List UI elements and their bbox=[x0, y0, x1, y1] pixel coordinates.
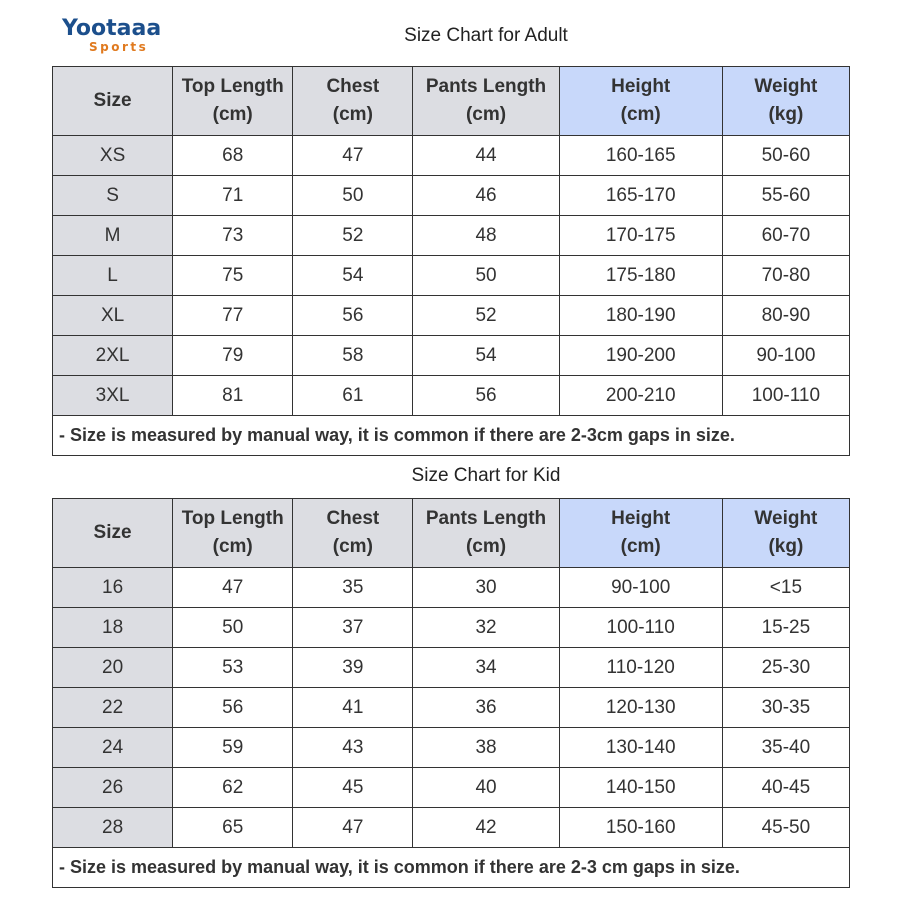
table-cell: 100-110 bbox=[722, 376, 849, 416]
table-cell: 59 bbox=[173, 728, 293, 768]
table-cell: 90-100 bbox=[559, 568, 722, 608]
table-cell: 47 bbox=[293, 808, 413, 848]
brand-name: Yootaaa bbox=[62, 16, 162, 41]
size-cell: 20 bbox=[53, 648, 173, 688]
table-cell: 200-210 bbox=[559, 376, 722, 416]
kid-chart-title: Size Chart for Kid bbox=[411, 465, 561, 486]
header-chest: Chest (cm) bbox=[293, 499, 413, 568]
size-cell: 3XL bbox=[53, 376, 173, 416]
table-cell: 50 bbox=[413, 256, 559, 296]
table-row bbox=[53, 376, 850, 416]
table-cell: 110-120 bbox=[559, 648, 722, 688]
header-chest: Chest (cm) bbox=[293, 67, 413, 136]
table-cell: 54 bbox=[293, 256, 413, 296]
header-pants-length: Pants Length (cm) bbox=[413, 67, 559, 136]
table-cell: 35 bbox=[293, 568, 413, 608]
table-cell: 140-150 bbox=[559, 768, 722, 808]
size-cell: XL bbox=[53, 296, 173, 336]
table-row bbox=[53, 728, 850, 768]
table-row bbox=[53, 608, 850, 648]
table-cell: 90-100 bbox=[722, 336, 849, 376]
table-cell: 100-110 bbox=[559, 608, 722, 648]
table-cell: 37 bbox=[293, 608, 413, 648]
table-cell: 120-130 bbox=[559, 688, 722, 728]
table-cell: 45-50 bbox=[722, 808, 849, 848]
table-row bbox=[53, 176, 850, 216]
size-cell: 18 bbox=[53, 608, 173, 648]
table-row bbox=[53, 808, 850, 848]
table-cell: 25-30 bbox=[722, 648, 849, 688]
table-cell: 79 bbox=[173, 336, 293, 376]
table-cell: 40 bbox=[413, 768, 559, 808]
size-cell: S bbox=[53, 176, 173, 216]
measurement-note: - Size is measured by manual way, it is common if there are 2-3cm gaps in size. bbox=[53, 416, 850, 456]
table-row bbox=[53, 768, 850, 808]
table-cell: 175-180 bbox=[559, 256, 722, 296]
brand-subtitle: Sports bbox=[89, 40, 149, 54]
table-cell: 45 bbox=[293, 768, 413, 808]
table-row bbox=[53, 568, 850, 608]
table-cell: 77 bbox=[173, 296, 293, 336]
adult-chart-title: Size Chart for Adult bbox=[404, 25, 568, 46]
table-cell: 38 bbox=[413, 728, 559, 768]
table-cell: 36 bbox=[413, 688, 559, 728]
table-cell: 42 bbox=[413, 808, 559, 848]
table-cell: 41 bbox=[293, 688, 413, 728]
table-row bbox=[53, 136, 850, 176]
note-row bbox=[53, 848, 850, 888]
note-row bbox=[53, 416, 850, 456]
size-cell: 26 bbox=[53, 768, 173, 808]
kid-size-table bbox=[52, 498, 850, 888]
size-cell: 28 bbox=[53, 808, 173, 848]
table-cell: 44 bbox=[413, 136, 559, 176]
table-cell: 73 bbox=[173, 216, 293, 256]
table-cell: 68 bbox=[173, 136, 293, 176]
table-cell: 130-140 bbox=[559, 728, 722, 768]
table-cell: 39 bbox=[293, 648, 413, 688]
table-cell: 50-60 bbox=[722, 136, 849, 176]
table-cell: 15-25 bbox=[722, 608, 849, 648]
table-cell: 58 bbox=[293, 336, 413, 376]
table-cell: 54 bbox=[413, 336, 559, 376]
table-cell: 56 bbox=[173, 688, 293, 728]
table-cell: 32 bbox=[413, 608, 559, 648]
header-height: Height (cm) bbox=[559, 67, 722, 136]
table-cell: 165-170 bbox=[559, 176, 722, 216]
table-cell: 40-45 bbox=[722, 768, 849, 808]
table-cell: 53 bbox=[173, 648, 293, 688]
size-cell: 24 bbox=[53, 728, 173, 768]
table-cell: 190-200 bbox=[559, 336, 722, 376]
table-cell: 52 bbox=[413, 296, 559, 336]
table-cell: 34 bbox=[413, 648, 559, 688]
table-cell: 170-175 bbox=[559, 216, 722, 256]
size-cell: 22 bbox=[53, 688, 173, 728]
table-row bbox=[53, 648, 850, 688]
header-weight: Weight (kg) bbox=[722, 67, 849, 136]
table-header-row bbox=[53, 499, 850, 568]
table-row bbox=[53, 216, 850, 256]
size-cell: 16 bbox=[53, 568, 173, 608]
table-cell: 55-60 bbox=[722, 176, 849, 216]
table-cell: 46 bbox=[413, 176, 559, 216]
table-cell: 50 bbox=[173, 608, 293, 648]
table-row bbox=[53, 336, 850, 376]
table-cell: 50 bbox=[293, 176, 413, 216]
table-row bbox=[53, 688, 850, 728]
adult-size-table bbox=[52, 66, 850, 456]
table-cell: 61 bbox=[293, 376, 413, 416]
table-cell: 35-40 bbox=[722, 728, 849, 768]
table-cell: 180-190 bbox=[559, 296, 722, 336]
size-cell: L bbox=[53, 256, 173, 296]
table-cell: 70-80 bbox=[722, 256, 849, 296]
table-cell: 30 bbox=[413, 568, 559, 608]
header-weight: Weight (kg) bbox=[722, 499, 849, 568]
size-cell: 2XL bbox=[53, 336, 173, 376]
table-cell: 65 bbox=[173, 808, 293, 848]
table-cell: 62 bbox=[173, 768, 293, 808]
table-cell: 43 bbox=[293, 728, 413, 768]
table-cell: 52 bbox=[293, 216, 413, 256]
header-size: Size bbox=[53, 67, 173, 136]
table-cell: 60-70 bbox=[722, 216, 849, 256]
table-cell: 30-35 bbox=[722, 688, 849, 728]
table-cell: 47 bbox=[293, 136, 413, 176]
table-cell: 56 bbox=[293, 296, 413, 336]
table-cell: 71 bbox=[173, 176, 293, 216]
measurement-note: - Size is measured by manual way, it is common if there are 2-3 cm gaps in size. bbox=[53, 848, 850, 888]
table-cell: 56 bbox=[413, 376, 559, 416]
table-row bbox=[53, 296, 850, 336]
header-height: Height (cm) bbox=[559, 499, 722, 568]
table-header-row bbox=[53, 67, 850, 136]
table-cell: 48 bbox=[413, 216, 559, 256]
header-size: Size bbox=[53, 499, 173, 568]
header-pants-length: Pants Length (cm) bbox=[413, 499, 559, 568]
table-cell: 75 bbox=[173, 256, 293, 296]
table-cell: 150-160 bbox=[559, 808, 722, 848]
size-cell: XS bbox=[53, 136, 173, 176]
table-cell: <15 bbox=[722, 568, 849, 608]
size-cell: M bbox=[53, 216, 173, 256]
table-cell: 80-90 bbox=[722, 296, 849, 336]
table-cell: 81 bbox=[173, 376, 293, 416]
header-top-length: Top Length (cm) bbox=[173, 67, 293, 136]
table-row bbox=[53, 256, 850, 296]
table-cell: 47 bbox=[173, 568, 293, 608]
table-cell: 160-165 bbox=[559, 136, 722, 176]
header-top-length: Top Length (cm) bbox=[173, 499, 293, 568]
